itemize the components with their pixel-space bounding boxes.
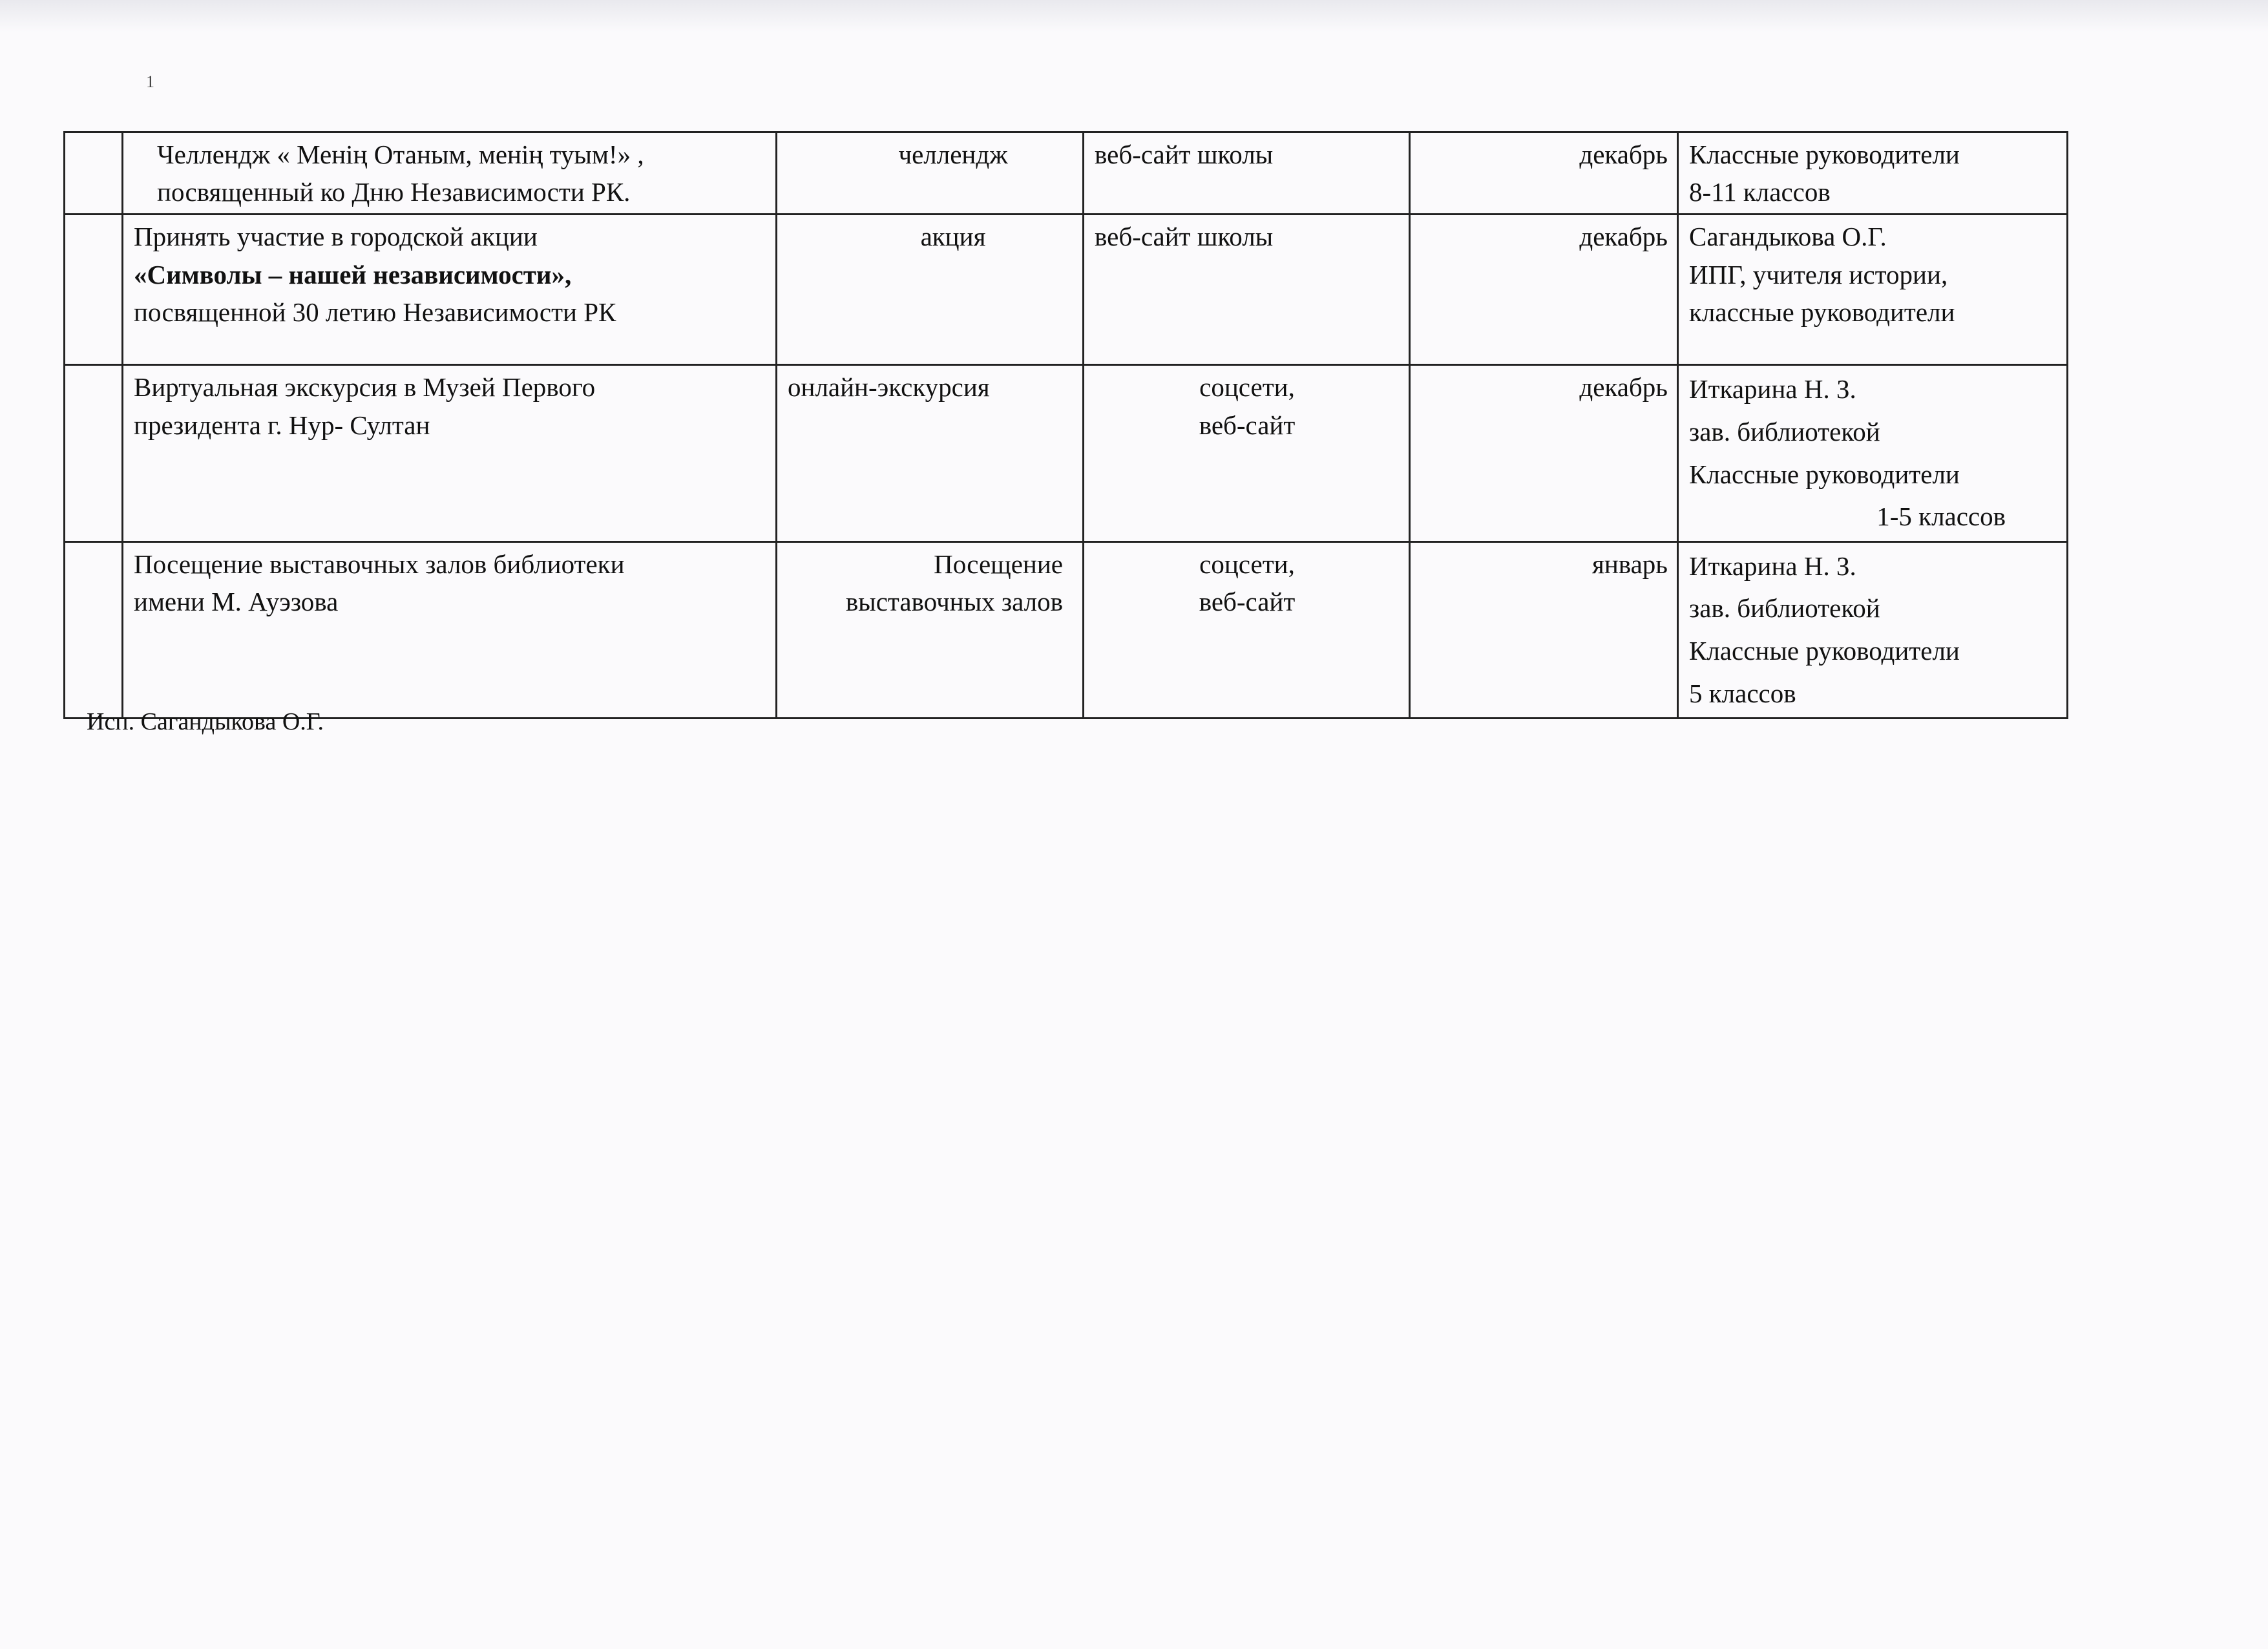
event-title-bold: «Символы – нашей независимости», (134, 259, 572, 289)
month-cell (1410, 215, 1678, 365)
place-line: веб-сайт школы (1095, 222, 1274, 252)
row-number-cell (65, 132, 123, 215)
form-line: выставочных залов (845, 587, 1063, 617)
events-plan-table (63, 131, 2068, 719)
form-text: акция (920, 222, 986, 252)
form-line: Посещение (934, 549, 1063, 579)
responsible-line: Классные руководители (1689, 636, 1960, 666)
responsible-line: Классные руководители (1689, 459, 1960, 489)
event-line: имени М. Ауэзова (134, 587, 339, 617)
event-line: Принять участие в городской акции (134, 222, 538, 252)
form-cell (777, 215, 1084, 365)
responsible-cell (1678, 541, 2068, 718)
place-cell (1084, 365, 1410, 541)
table-row (65, 541, 2068, 718)
page-number: 1 (146, 72, 154, 91)
month-text: декабрь (1579, 222, 1668, 252)
responsible-line: зав. библиотекой (1689, 593, 1880, 624)
table-row (65, 215, 2068, 365)
form-cell (777, 365, 1084, 541)
event-line: Посещение выставочных залов библиотеки (134, 549, 625, 579)
row-number-cell (65, 365, 123, 541)
place-cell (1084, 215, 1410, 365)
month-cell (1410, 541, 1678, 718)
responsible-cell (1678, 215, 2068, 365)
event-cell (123, 541, 777, 718)
responsible-line: 5 классов (1689, 678, 1796, 708)
row-number-cell (65, 541, 123, 718)
month-text: декабрь (1579, 140, 1668, 169)
executor-signature: Исп. Сагандыкова О.Г. (87, 708, 324, 735)
event-line: Челлендж « Менің Отаным, менің туым!» , (157, 140, 644, 169)
row-number-cell (65, 215, 123, 365)
form-cell (777, 541, 1084, 718)
event-line: посвященной 30 летию Независимости РК (134, 297, 616, 327)
table-row (65, 132, 2068, 215)
month-text: декабрь (1579, 372, 1668, 403)
place-cell (1084, 132, 1410, 215)
place-line: веб-сайт (1199, 410, 1296, 440)
place-line: соцсети, (1199, 549, 1295, 579)
responsible-cell (1678, 365, 2068, 541)
responsible-line: 8-11 классов (1689, 177, 1831, 207)
responsible-line: ИПГ, учителя истории, (1689, 259, 1948, 289)
responsible-line: Сагандыкова О.Г. (1689, 222, 1887, 252)
place-cell (1084, 541, 1410, 718)
table-row (65, 365, 2068, 541)
month-cell (1410, 132, 1678, 215)
event-line: президента г. Нур- Султан (134, 410, 430, 440)
place-line: соцсети, (1199, 372, 1295, 403)
event-line: посвященный ко Дню Независимости РК. (157, 177, 631, 207)
responsible-line: Классные руководители (1689, 140, 1960, 169)
responsible-line: Иткарина Н. З. (1689, 374, 1856, 404)
form-text: челлендж (898, 140, 1008, 169)
responsible-line: 1-5 классов (1876, 501, 2006, 532)
responsible-line: классные руководители (1689, 297, 1955, 327)
responsible-line: зав. библиотекой (1689, 417, 1880, 447)
place-line: веб-сайт школы (1095, 140, 1274, 169)
event-cell (123, 215, 777, 365)
responsible-cell (1678, 132, 2068, 215)
place-line: веб-сайт (1199, 587, 1296, 617)
month-cell (1410, 365, 1678, 541)
form-text: онлайн-экскурсия (788, 372, 990, 403)
event-cell (123, 132, 777, 215)
scan-edge (0, 0, 2268, 32)
month-text: январь (1591, 549, 1668, 579)
event-cell (123, 365, 777, 541)
form-cell (777, 132, 1084, 215)
responsible-line: Иткарина Н. З. (1689, 551, 1856, 581)
event-line: Виртуальная экскурсия в Музей Первого (134, 372, 596, 403)
